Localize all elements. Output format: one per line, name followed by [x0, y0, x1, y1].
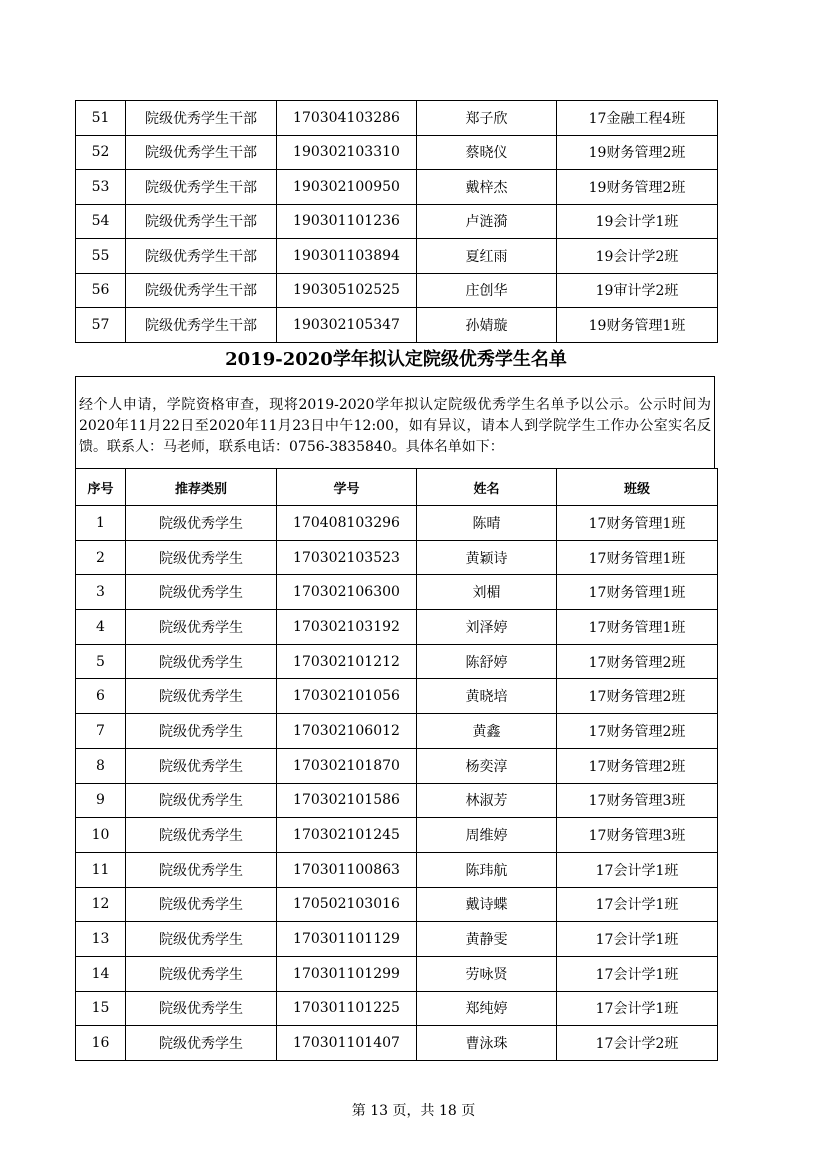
row-name: 刘楣 [417, 575, 557, 610]
row-number: 5 [76, 644, 126, 679]
row-number: 8 [76, 748, 126, 783]
row-category: 院级优秀学生 [126, 818, 277, 853]
row-student-id: 170502103016 [277, 887, 417, 922]
row-number: 9 [76, 783, 126, 818]
table-row [76, 956, 718, 991]
header-number: 序号 [76, 469, 126, 506]
table-row [76, 679, 718, 714]
row-class: 19审计学2班 [557, 273, 718, 308]
row-category: 院级优秀学生干部 [126, 204, 277, 239]
row-category: 院级优秀学生 [126, 887, 277, 922]
row-category: 院级优秀学生干部 [126, 273, 277, 308]
row-category: 院级优秀学生 [126, 991, 277, 1026]
table-row [76, 1026, 718, 1061]
row-name: 蔡晓仪 [417, 135, 557, 170]
row-student-id: 170302101245 [277, 818, 417, 853]
row-class: 19财务管理2班 [557, 135, 718, 170]
table-row [76, 852, 718, 887]
student-list-body [76, 506, 718, 1061]
row-name: 劳咏贤 [417, 956, 557, 991]
row-category: 院级优秀学生 [126, 506, 277, 541]
table-row [76, 239, 718, 274]
row-name: 黄静雯 [417, 922, 557, 957]
row-student-id: 170304103286 [277, 101, 417, 136]
row-student-id: 190301103894 [277, 239, 417, 274]
table-header [76, 469, 718, 506]
row-name: 刘泽婷 [417, 610, 557, 645]
table-row [76, 783, 718, 818]
page-footer: 第 13 页，共 18 页 [351, 1103, 476, 1119]
header-category: 推荐类别 [126, 469, 277, 506]
table-row [76, 575, 718, 610]
row-student-id: 170302101586 [277, 783, 417, 818]
row-category: 院级优秀学生 [126, 852, 277, 887]
row-name: 林淑芳 [417, 783, 557, 818]
row-class: 19会计学1班 [557, 204, 718, 239]
table-row [76, 610, 718, 645]
row-category: 院级优秀学生 [126, 783, 277, 818]
row-name: 杨奕淳 [417, 748, 557, 783]
row-number: 55 [76, 239, 126, 274]
table-row [76, 135, 718, 170]
row-student-id: 170302101212 [277, 644, 417, 679]
row-name: 曹泳珠 [417, 1026, 557, 1061]
row-number: 12 [76, 887, 126, 922]
row-student-id: 170302101056 [277, 679, 417, 714]
row-class: 17财务管理3班 [557, 783, 718, 818]
table-row [76, 101, 718, 136]
row-category: 院级优秀学生 [126, 644, 277, 679]
header-class: 班级 [557, 469, 718, 506]
table-row [76, 540, 718, 575]
row-number: 56 [76, 273, 126, 308]
row-student-id: 190302103310 [277, 135, 417, 170]
row-category: 院级优秀学生干部 [126, 101, 277, 136]
row-category: 院级优秀学生 [126, 748, 277, 783]
row-category: 院级优秀学生干部 [126, 239, 277, 274]
row-number: 51 [76, 101, 126, 136]
table-row [76, 170, 718, 205]
row-name: 戴梓杰 [417, 170, 557, 205]
table-row [76, 748, 718, 783]
row-student-id: 170301100863 [277, 852, 417, 887]
row-category: 院级优秀学生 [126, 1026, 277, 1061]
table-row [76, 273, 718, 308]
table-row [76, 714, 718, 749]
row-class: 17财务管理1班 [557, 575, 718, 610]
row-class: 17财务管理2班 [557, 714, 718, 749]
row-category: 院级优秀学生 [126, 540, 277, 575]
table-row [76, 818, 718, 853]
table-row [76, 887, 718, 922]
row-student-id: 170302106300 [277, 575, 417, 610]
previous-list-table [75, 100, 718, 343]
row-class: 17财务管理1班 [557, 610, 718, 645]
row-student-id: 170302106012 [277, 714, 417, 749]
row-number: 6 [76, 679, 126, 714]
row-name: 黄晓培 [417, 679, 557, 714]
row-class: 19会计学2班 [557, 239, 718, 274]
row-number: 52 [76, 135, 126, 170]
row-student-id: 170301101299 [277, 956, 417, 991]
row-student-id: 190302100950 [277, 170, 417, 205]
row-class: 17财务管理2班 [557, 644, 718, 679]
row-student-id: 170302101870 [277, 748, 417, 783]
row-name: 庄创华 [417, 273, 557, 308]
header-student-id: 学号 [277, 469, 417, 506]
row-number: 16 [76, 1026, 126, 1061]
table-row [76, 204, 718, 239]
row-category: 院级优秀学生干部 [126, 135, 277, 170]
row-name: 陈玮航 [417, 852, 557, 887]
row-category: 院级优秀学生 [126, 956, 277, 991]
row-category: 院级优秀学生 [126, 610, 277, 645]
row-class: 17会计学1班 [557, 991, 718, 1026]
row-number: 13 [76, 922, 126, 957]
row-student-id: 170302103523 [277, 540, 417, 575]
row-name: 孙婧璇 [417, 308, 557, 343]
row-number: 54 [76, 204, 126, 239]
row-class: 17会计学2班 [557, 1026, 718, 1061]
table-row [76, 644, 718, 679]
row-student-id: 170301101225 [277, 991, 417, 1026]
row-student-id: 190305102525 [277, 273, 417, 308]
row-number: 14 [76, 956, 126, 991]
row-class: 17财务管理1班 [557, 540, 718, 575]
row-name: 陈晴 [417, 506, 557, 541]
table-row [76, 922, 718, 957]
row-student-id: 170302103192 [277, 610, 417, 645]
row-number: 53 [76, 170, 126, 205]
row-student-id: 170301101407 [277, 1026, 417, 1061]
row-name: 周维婷 [417, 818, 557, 853]
row-student-id: 170301101129 [277, 922, 417, 957]
row-student-id: 190301101236 [277, 204, 417, 239]
row-category: 院级优秀学生 [126, 922, 277, 957]
row-class: 17财务管理2班 [557, 748, 718, 783]
row-class: 17财务管理3班 [557, 818, 718, 853]
notice-text: 经个人申请，学院资格审查，现将2019-2020学年拟认定院级优秀学生名单予以公示。公示时间为2020年11月22日至2020年11月23日中午12:00，如有异议，请本人到学院学生工作办公室实名反馈。联系人：马老师，联系电话：0756-3835840。具体名单如下： [75, 376, 715, 468]
row-name: 黄颖诗 [417, 540, 557, 575]
row-class: 17会计学1班 [557, 887, 718, 922]
row-name: 卢涟漪 [417, 204, 557, 239]
row-name: 郑纯婷 [417, 991, 557, 1026]
row-number: 15 [76, 991, 126, 1026]
row-class: 17财务管理1班 [557, 506, 718, 541]
row-category: 院级优秀学生干部 [126, 308, 277, 343]
row-number: 3 [76, 575, 126, 610]
row-category: 院级优秀学生干部 [126, 170, 277, 205]
row-class: 19财务管理1班 [557, 308, 718, 343]
table-row [76, 991, 718, 1026]
row-number: 10 [76, 818, 126, 853]
row-category: 院级优秀学生 [126, 714, 277, 749]
row-number: 4 [76, 610, 126, 645]
row-number: 7 [76, 714, 126, 749]
row-name: 戴诗蝶 [417, 887, 557, 922]
row-number: 11 [76, 852, 126, 887]
row-name: 黄鑫 [417, 714, 557, 749]
row-student-id: 190302105347 [277, 308, 417, 343]
row-number: 1 [76, 506, 126, 541]
table-row [76, 506, 718, 541]
row-number: 2 [76, 540, 126, 575]
previous-list-body [76, 101, 718, 343]
row-category: 院级优秀学生 [126, 679, 277, 714]
row-class: 17会计学1班 [557, 922, 718, 957]
row-name: 夏红雨 [417, 239, 557, 274]
table-row [76, 308, 718, 343]
header-row [76, 469, 718, 506]
row-name: 郑子欣 [417, 101, 557, 136]
header-name: 姓名 [417, 469, 557, 506]
row-number: 57 [76, 308, 126, 343]
row-class: 17金融工程4班 [557, 101, 718, 136]
section-title: 2019-2020学年拟认定院级优秀学生名单 [225, 349, 567, 370]
row-category: 院级优秀学生 [126, 575, 277, 610]
row-class: 19财务管理2班 [557, 170, 718, 205]
row-name: 陈舒婷 [417, 644, 557, 679]
row-class: 17会计学1班 [557, 956, 718, 991]
row-class: 17会计学1班 [557, 852, 718, 887]
row-class: 17财务管理2班 [557, 679, 718, 714]
row-student-id: 170408103296 [277, 506, 417, 541]
student-list-table [75, 468, 718, 1061]
